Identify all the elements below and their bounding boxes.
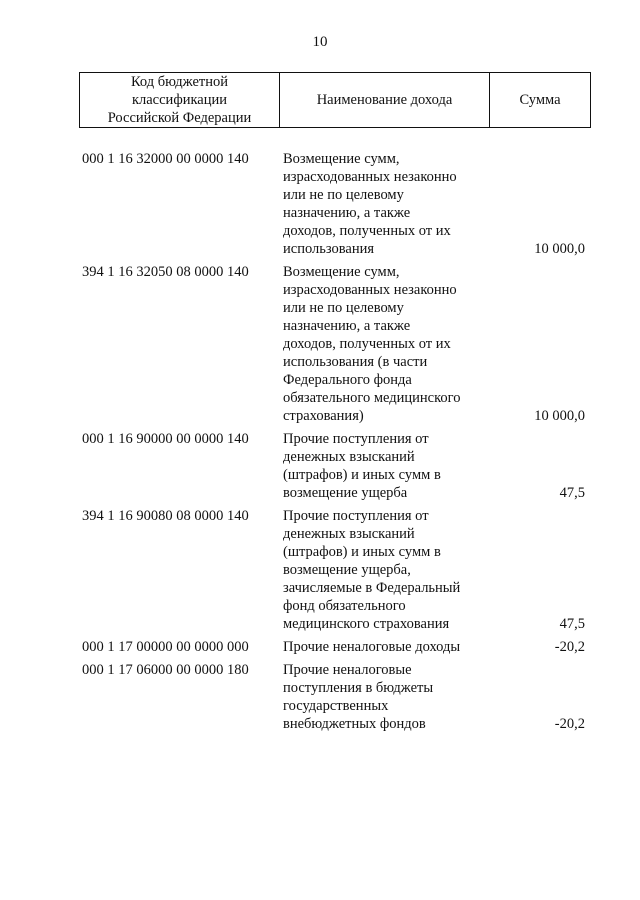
row-sum: 10 000,0 (534, 241, 585, 257)
row-code: 394 1 16 90080 08 0000 140 (82, 508, 249, 524)
row-name-line: Прочие неналоговые доходы (283, 639, 461, 655)
row-name-line: медицинского страхования (283, 616, 450, 632)
table-row (80, 638, 590, 656)
row-name-line: Возмещение сумм, (283, 264, 400, 280)
row-name-line: Прочие поступления от (283, 508, 429, 524)
row-name-line: Прочие поступления от (283, 431, 429, 447)
row-name-line: зачисляемые в Федеральный (283, 580, 461, 596)
table-row (80, 430, 590, 502)
row-name-line: или не по целевому (283, 187, 404, 203)
row-sum: -20,2 (554, 639, 585, 655)
row-name-line: денежных взысканий (283, 449, 415, 465)
row-sum: -20,2 (554, 716, 585, 732)
table-body (80, 150, 590, 738)
row-code: 394 1 16 32050 08 0000 140 (82, 264, 249, 280)
row-name-line: возмещение ущерба, (283, 562, 411, 578)
table-row (80, 263, 590, 425)
row-name-line: обязательного медицинского (283, 390, 461, 406)
row-sum: 47,5 (559, 485, 585, 501)
row-name (283, 263, 495, 425)
row-name-line: Возмещение сумм, (283, 151, 400, 167)
row-name-line: израсходованных незаконно (283, 282, 457, 298)
row-name-line: назначению, а также (283, 318, 411, 334)
header-name-cell: Наименование дохода (280, 73, 490, 128)
row-name (283, 638, 495, 656)
row-code: 000 1 17 00000 00 0000 000 (82, 639, 249, 655)
page-number: 10 (312, 34, 328, 50)
row-name-line: Прочие неналоговые (283, 662, 412, 678)
row-name (283, 507, 495, 633)
row-name (283, 661, 495, 733)
row-name-line: страхования) (283, 408, 364, 424)
row-name-line: или не по целевому (283, 300, 404, 316)
header-code-line: классификации (131, 92, 228, 108)
row-code: 000 1 16 32000 00 0000 140 (82, 151, 249, 167)
row-name-line: (штрафов) и иных сумм в (283, 544, 441, 560)
row-code: 000 1 17 06000 00 0000 180 (82, 662, 249, 678)
row-name-line: возмещение ущерба (283, 485, 408, 501)
row-name-line: поступления в бюджеты (283, 680, 434, 696)
row-name-line: доходов, полученных от их (283, 336, 451, 352)
table-header (79, 72, 591, 128)
header-code-line: Российской Федерации (107, 110, 252, 126)
header-code-cell (80, 73, 280, 128)
row-name-line: Федерального фонда (283, 372, 412, 388)
row-name (283, 430, 495, 502)
row-sum: 10 000,0 (534, 408, 585, 424)
row-name-line: государственных (283, 698, 389, 714)
row-name-line: внебюджетных фондов (283, 716, 426, 732)
header-code-line: Код бюджетной (130, 74, 228, 90)
row-code: 000 1 16 90000 00 0000 140 (82, 431, 249, 447)
row-name-line: (штрафов) и иных сумм в (283, 467, 441, 483)
row-name (283, 150, 495, 258)
row-name-line: использования (в части (283, 354, 428, 370)
row-name-line: денежных взысканий (283, 526, 415, 542)
row-name-line: израсходованных незаконно (283, 169, 457, 185)
table-row (80, 661, 590, 733)
row-name-line: использования (283, 241, 375, 257)
row-name-line: фонд обязательного (283, 598, 406, 614)
row-name-line: доходов, полученных от их (283, 223, 451, 239)
table-row (80, 150, 590, 258)
row-sum: 47,5 (559, 616, 585, 632)
row-name-line: назначению, а также (283, 205, 411, 221)
table-row (80, 507, 590, 633)
header-sum-cell: Сумма (490, 73, 591, 128)
